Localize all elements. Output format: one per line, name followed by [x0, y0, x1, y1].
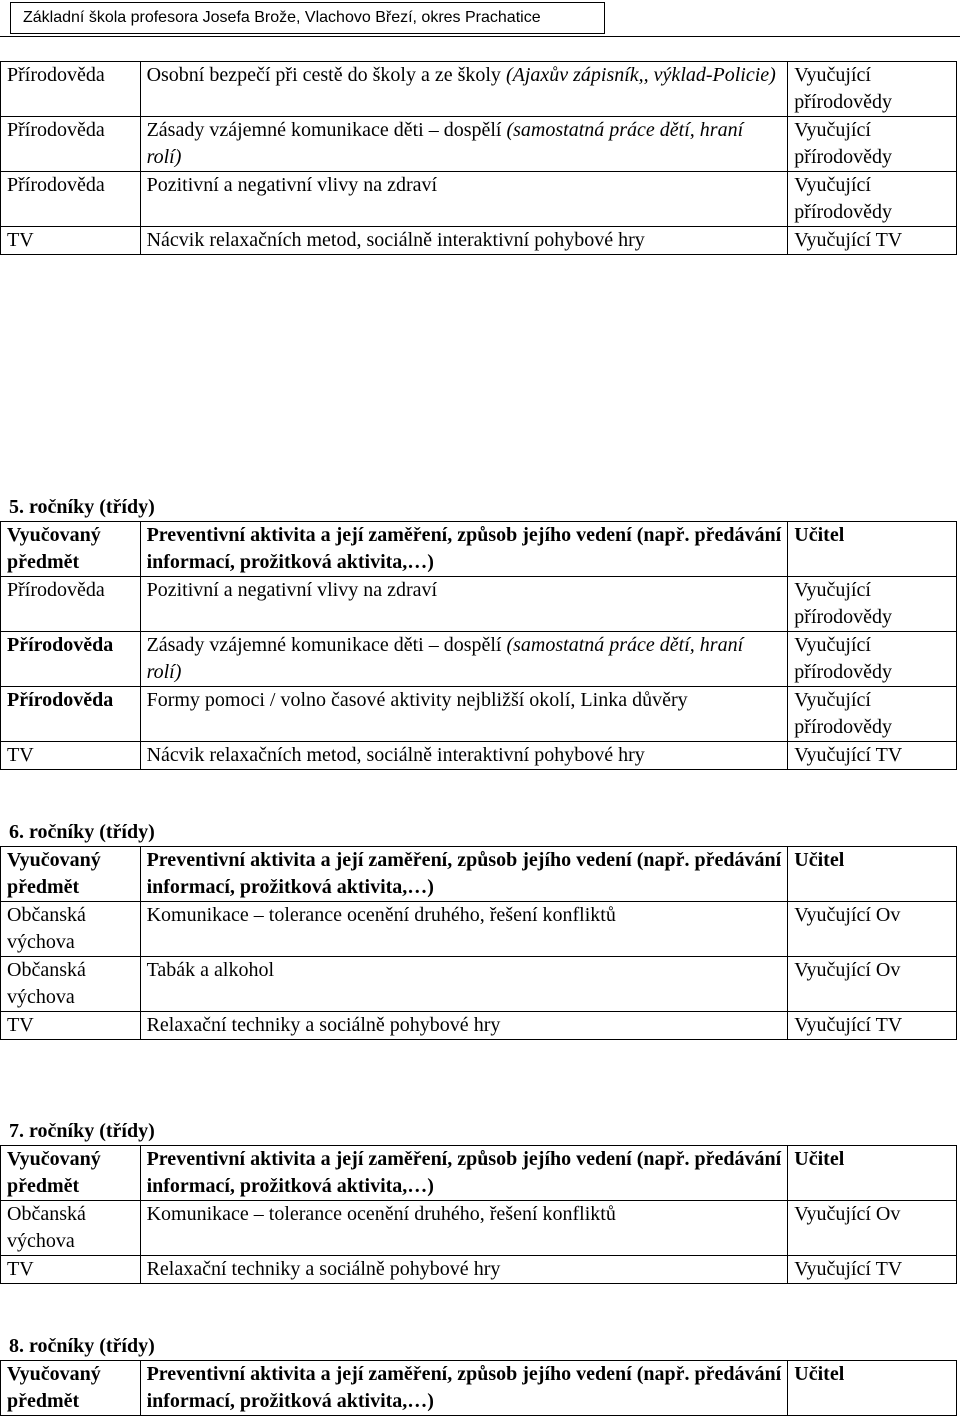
- section-title-grade8: 8. ročníky (třídy): [9, 1335, 155, 1357]
- section-title-grade5: 5. ročníky (třídy): [9, 496, 155, 518]
- activity-cell: Komunikace – tolerance ocenění druhého, řešení konfliktů: [140, 1201, 788, 1256]
- activity-cell: Relaxační techniky a sociálně pohybové hry: [140, 1012, 788, 1040]
- subject-cell: Občanská výchova: [1, 957, 141, 1012]
- table-grade8: [0, 1360, 957, 1416]
- activity-cell: Nácvik relaxačních metod, sociálně interaktivní pohybové hry: [140, 227, 788, 255]
- teacher-cell: Vyučující přírodovědy: [788, 687, 957, 742]
- column-header-activity: Preventivní aktivita a její zaměření, způsob jejího vedení (např. předávání informací, prožitková aktivita,…): [140, 1361, 788, 1416]
- teacher-cell: Vyučující přírodovědy: [788, 172, 957, 227]
- subject-cell: Přírodověda: [1, 117, 141, 172]
- subject-cell: TV: [1, 227, 141, 255]
- column-header-teacher: Učitel: [788, 522, 957, 577]
- section-title-grade7: 7. ročníky (třídy): [9, 1120, 155, 1142]
- table-header-row: [1, 1146, 957, 1201]
- column-header-subject: Vyučovaný předmět: [1, 847, 141, 902]
- subject-cell: Přírodověda: [1, 172, 141, 227]
- document-header: [10, 2, 605, 34]
- table-grade7: [0, 1145, 957, 1284]
- activity-cell: Formy pomoci / volno časové aktivity nejbližší okolí, Linka důvěry: [140, 687, 788, 742]
- subject-cell: Občanská výchova: [1, 902, 141, 957]
- table-row: [1, 1256, 957, 1284]
- teacher-cell: Vyučující Ov: [788, 1201, 957, 1256]
- subject-cell: Přírodověda: [1, 577, 141, 632]
- teacher-cell: Vyučující TV: [788, 742, 957, 770]
- column-header-activity: Preventivní aktivita a její zaměření, způsob jejího vedení (např. předávání informací, prožitková aktivita,…): [140, 1146, 788, 1201]
- subject-cell: TV: [1, 742, 141, 770]
- activity-cell: Nácvik relaxačních metod, sociálně interaktivní pohybové hry: [140, 742, 788, 770]
- table-row: [1, 227, 957, 255]
- table-header-row: [1, 1361, 957, 1416]
- column-header-teacher: Učitel: [788, 1361, 957, 1416]
- table-row: [1, 62, 957, 117]
- teacher-cell: Vyučující TV: [788, 227, 957, 255]
- table-row: [1, 687, 957, 742]
- table-grade6: [0, 846, 957, 1040]
- teacher-cell: Vyučující TV: [788, 1256, 957, 1284]
- teacher-cell: Vyučující přírodovědy: [788, 577, 957, 632]
- table-row: [1, 172, 957, 227]
- activity-cell: Pozitivní a negativní vlivy na zdraví: [140, 172, 788, 227]
- table-row: [1, 742, 957, 770]
- table-grade4-continued: [0, 61, 957, 255]
- table-header-row: [1, 847, 957, 902]
- table-row: [1, 632, 957, 687]
- section-title-grade6: 6. ročníky (třídy): [9, 821, 155, 843]
- column-header-activity: Preventivní aktivita a její zaměření, způsob jejího vedení (např. předávání informací, prožitková aktivita,…): [140, 847, 788, 902]
- table-row: [1, 577, 957, 632]
- teacher-cell: Vyučující Ov: [788, 957, 957, 1012]
- subject-cell: Přírodověda: [1, 62, 141, 117]
- activity-cell: Zásady vzájemné komunikace děti – dospělí (samostatná práce dětí, hraní rolí): [140, 632, 788, 687]
- teacher-cell: Vyučující Ov: [788, 902, 957, 957]
- activity-cell: Relaxační techniky a sociálně pohybové hry: [140, 1256, 788, 1284]
- table-row: [1, 1201, 957, 1256]
- column-header-activity: Preventivní aktivita a její zaměření, způsob jejího vedení (např. předávání informací, prožitková aktivita,…): [140, 522, 788, 577]
- subject-cell: Přírodověda: [1, 687, 141, 742]
- teacher-cell: Vyučující TV: [788, 1012, 957, 1040]
- table-header-row: [1, 522, 957, 577]
- table-grade5: [0, 521, 957, 770]
- subject-cell: TV: [1, 1256, 141, 1284]
- subject-cell: Přírodověda: [1, 632, 141, 687]
- column-header-subject: Vyučovaný předmět: [1, 1146, 141, 1201]
- column-header-teacher: Učitel: [788, 1146, 957, 1201]
- column-header-teacher: Učitel: [788, 847, 957, 902]
- table-row: [1, 902, 957, 957]
- activity-cell: Zásady vzájemné komunikace děti – dospělí (samostatná práce dětí, hraní rolí): [140, 117, 788, 172]
- activity-cell: Tabák a alkohol: [140, 957, 788, 1012]
- school-name: Základní škola profesora Josefa Brože, Vlachovo Březí, okres Prachatice: [23, 9, 541, 26]
- teacher-cell: Vyučující přírodovědy: [788, 632, 957, 687]
- table-row: [1, 117, 957, 172]
- activity-cell: Pozitivní a negativní vlivy na zdraví: [140, 577, 788, 632]
- header-rule: [0, 36, 960, 37]
- activity-cell: Komunikace – tolerance ocenění druhého, řešení konfliktů: [140, 902, 788, 957]
- teacher-cell: Vyučující přírodovědy: [788, 62, 957, 117]
- teacher-cell: Vyučující přírodovědy: [788, 117, 957, 172]
- subject-cell: TV: [1, 1012, 141, 1040]
- activity-cell: Osobní bezpečí při cestě do školy a ze školy (Ajaxův zápisník,, výklad-Policie): [140, 62, 788, 117]
- column-header-subject: Vyučovaný předmět: [1, 1361, 141, 1416]
- table-row: [1, 1012, 957, 1040]
- subject-cell: Občanská výchova: [1, 1201, 141, 1256]
- column-header-subject: Vyučovaný předmět: [1, 522, 141, 577]
- table-row: [1, 957, 957, 1012]
